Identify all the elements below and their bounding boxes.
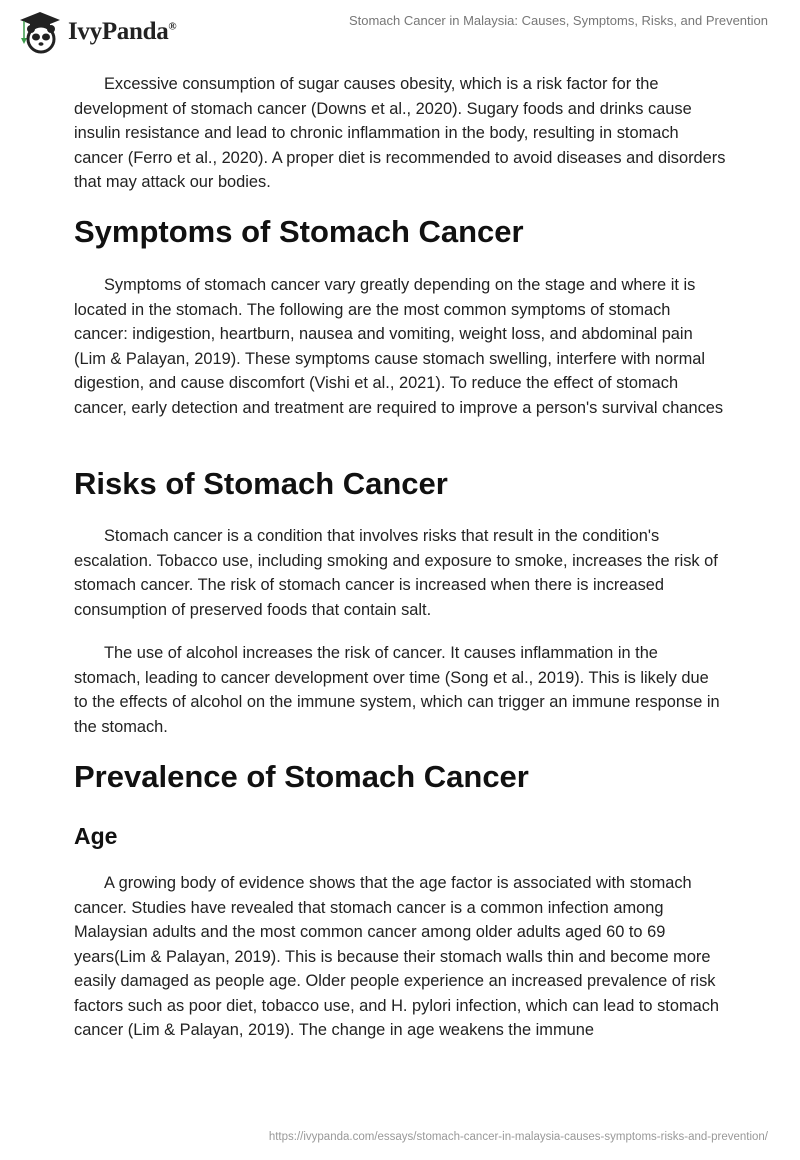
paragraph-risks-tobacco: Stomach cancer is a condition that involves risks that result in the condition's escalation. Tobacco use, including smoking and exposure to smoke, increases the risk of stomach cancer. The risk of stomach cancer is increased when there is increased consumption of preserved foods that contain salt. — [74, 527, 718, 619]
heading-risks: Risks of Stomach Cancer — [74, 466, 448, 501]
logo-text: IvyPanda® — [68, 18, 177, 45]
panda-graduate-icon — [18, 10, 62, 54]
logo[interactable] — [18, 10, 176, 54]
paragraph-sugar: Excessive consumption of sugar causes obesity, which is a risk factor for the development of stomach cancer (Downs et al., 2020). Sugary foods and drinks cause insulin resistance and lead to chronic inflammation in the body, resulting in stomach cancer (Ferro et al., 2020). A proper diet is recommended to avoid diseases and disorders that may attack our bodies. — [74, 75, 726, 191]
page-url[interactable]: https://ivypanda.com/essays/stomach-cancer-in-malaysia-causes-symptoms-risks-and-prevention/ — [268, 1131, 768, 1143]
paragraph-risks-alcohol: The use of alcohol increases the risk of cancer. It causes inflammation in the stomach, leading to cancer development over time (Song et al., 2019). This is likely due to the effects of alcohol on the immune system, which can trigger an immune response in the stomach. — [74, 644, 720, 736]
heading-prevalence: Prevalence of Stomach Cancer — [74, 759, 529, 794]
heading-age: Age — [74, 823, 118, 849]
heading-symptoms: Symptoms of Stomach Cancer — [74, 214, 524, 249]
paragraph-age: A growing body of evidence shows that the age factor is associated with stomach cancer. Studies have revealed that stomach cancer is a common infection among Malaysian adults and the most common cancer among older adults aged 60 to 69 years(Lim & Palayan, 2019). This is because their stomach walls thin and become more easily damaged as people age. Older people experience an increased prevalence of risk factors such as poor diet, tobacco use, and H. pylori infection, which can lead to stomach cancer (Lim & Palayan, 2019). The change in age weakens the immune — [74, 874, 720, 1039]
paragraph-symptoms: Symptoms of stomach cancer vary greatly depending on the stage and where it is located in the stomach. The following are the most common symptoms of stomach cancer: indigestion, heartburn, nausea and vomiting, weight loss, and abdominal pain (Lim & Palayan, 2019). These symptoms cause stomach swelling, interfere with normal digestion, and cause discomfort (Vishi et al., 2021). To reduce the effect of stomach cancer, early detection and treatment are required to improve a person's survival chances — [74, 276, 724, 417]
document-title: Stomach Cancer in Malaysia: Causes, Symptoms, Risks, and Prevention — [348, 13, 768, 28]
